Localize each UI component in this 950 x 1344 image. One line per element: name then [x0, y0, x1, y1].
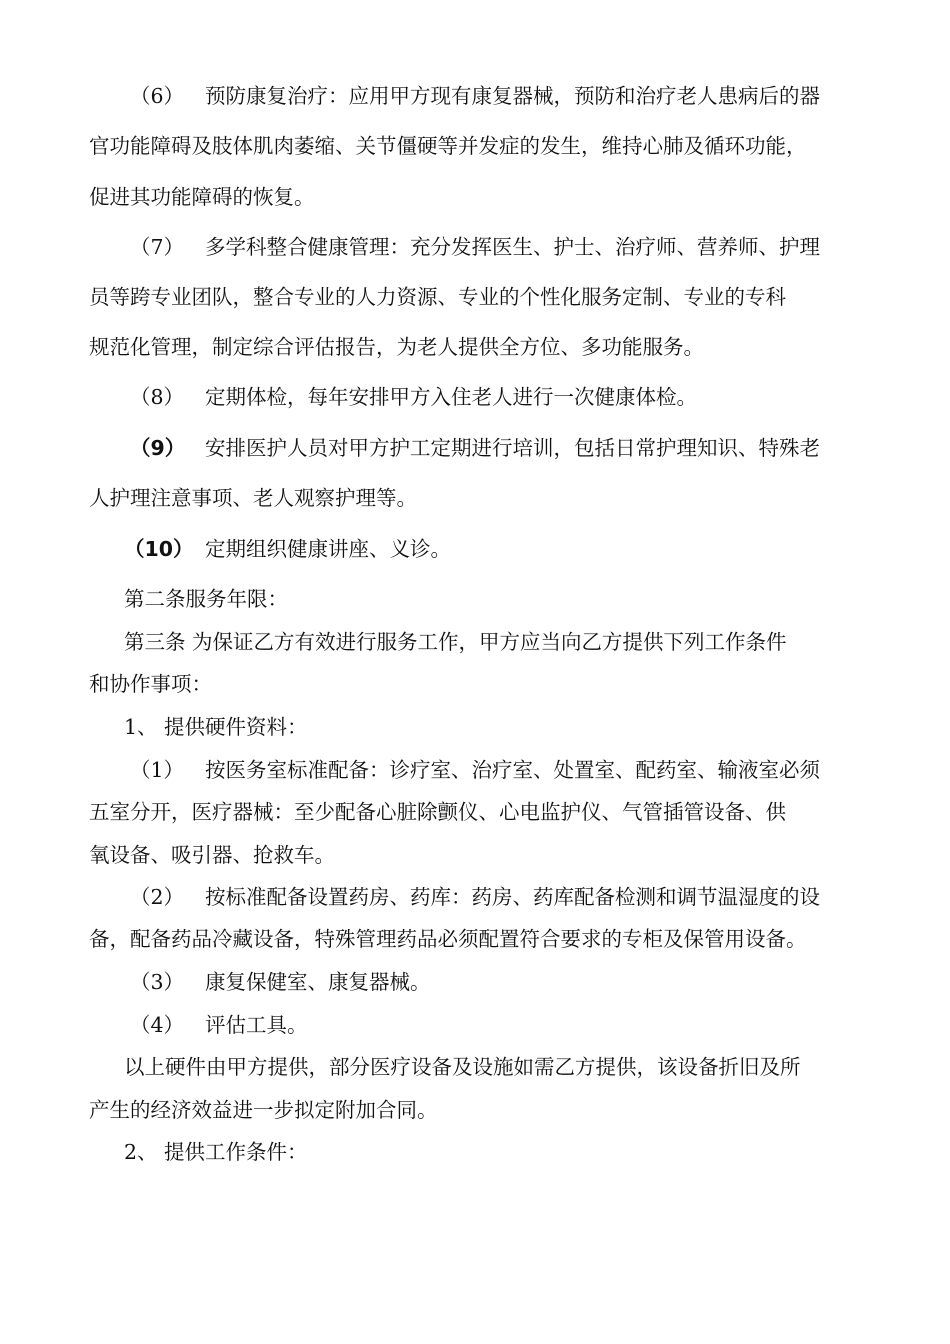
item-number: （1）: [130, 758, 185, 782]
paragraph-text: 多学科整合健康管理：充分发挥医生、护士、治疗师、营养师、护理: [205, 235, 820, 259]
paragraph-text: 预防康复治疗：应用甲方现有康复器械，预防和治疗老人患病后的器: [205, 84, 820, 108]
item-number: （10）: [124, 537, 194, 561]
paragraph-text: 评估工具。: [205, 1013, 308, 1037]
paragraph-text: 员等跨专业团队，整合专业的人力资源、专业的个性化服务定制、专业的专科: [89, 285, 786, 309]
paragraph-text: 规范化管理，制定综合评估报告，为老人提供全方位、多功能服务。: [89, 335, 704, 359]
paragraph-text: 按医务室标准配备：诊疗室、治疗室、处置室、配药室、输液室必须: [205, 758, 820, 782]
paragraph-text: 五室分开，医疗器械：至少配备心脏除颤仪、心电监护仪、气管插管设备、供: [89, 800, 786, 824]
paragraph-text: 安排医护人员对甲方护工定期进行培训，包括日常护理知识、特殊老: [205, 436, 820, 460]
item-number: 1、: [124, 715, 158, 739]
paragraph-text: 按标准配备设置药房、药库：药房、药库配备检测和调节温湿度的设: [205, 885, 820, 909]
paragraph-text: 官功能障碍及肢体肌肉萎缩、关节僵硬等并发症的发生，维持心肺及循环功能，: [89, 134, 807, 158]
item-number: （2）: [130, 885, 185, 909]
item-number: （3）: [130, 970, 185, 994]
paragraph-text: 第三条 为保证乙方有效进行服务工作，甲方应当向乙方提供下列工作条件: [124, 630, 787, 654]
paragraph-text: 和协作事项：: [89, 672, 212, 696]
paragraph-text: 促进其功能障碍的恢复。: [89, 185, 315, 209]
paragraph-text: 提供工作条件：: [164, 1140, 308, 1164]
paragraph-text: 定期体检，每年安排甲方入住老人进行一次健康体检。: [205, 385, 697, 409]
paragraph-text: 氧设备、吸引器、抢救车。: [89, 843, 335, 867]
item-number: （4）: [130, 1013, 185, 1037]
paragraph-text: 以上硬件由甲方提供，部分医疗设备及设施如需乙方提供，该设备折旧及所: [124, 1055, 801, 1079]
item-number: （9）: [130, 436, 186, 460]
item-number: （8）: [130, 385, 185, 409]
paragraph-text: 产生的经济效益进一步拟定附加合同。: [89, 1098, 438, 1122]
paragraph-text: 定期组织健康讲座、义诊。: [205, 537, 451, 561]
item-number: （7）: [130, 235, 185, 259]
paragraph-text: 人护理注意事项、老人观察护理等。: [89, 486, 417, 510]
paragraph-text: 康复保健室、康复器械。: [205, 970, 431, 994]
paragraph-text: 备，配备药品冷藏设备，特殊管理药品必须配置符合要求的专柜及保管用设备。: [89, 927, 807, 951]
item-number: 2、: [124, 1140, 158, 1164]
item-number: （6）: [130, 84, 185, 108]
article-heading: 第二条服务年限：: [124, 587, 288, 611]
paragraph-text: 提供硬件资料：: [164, 715, 308, 739]
